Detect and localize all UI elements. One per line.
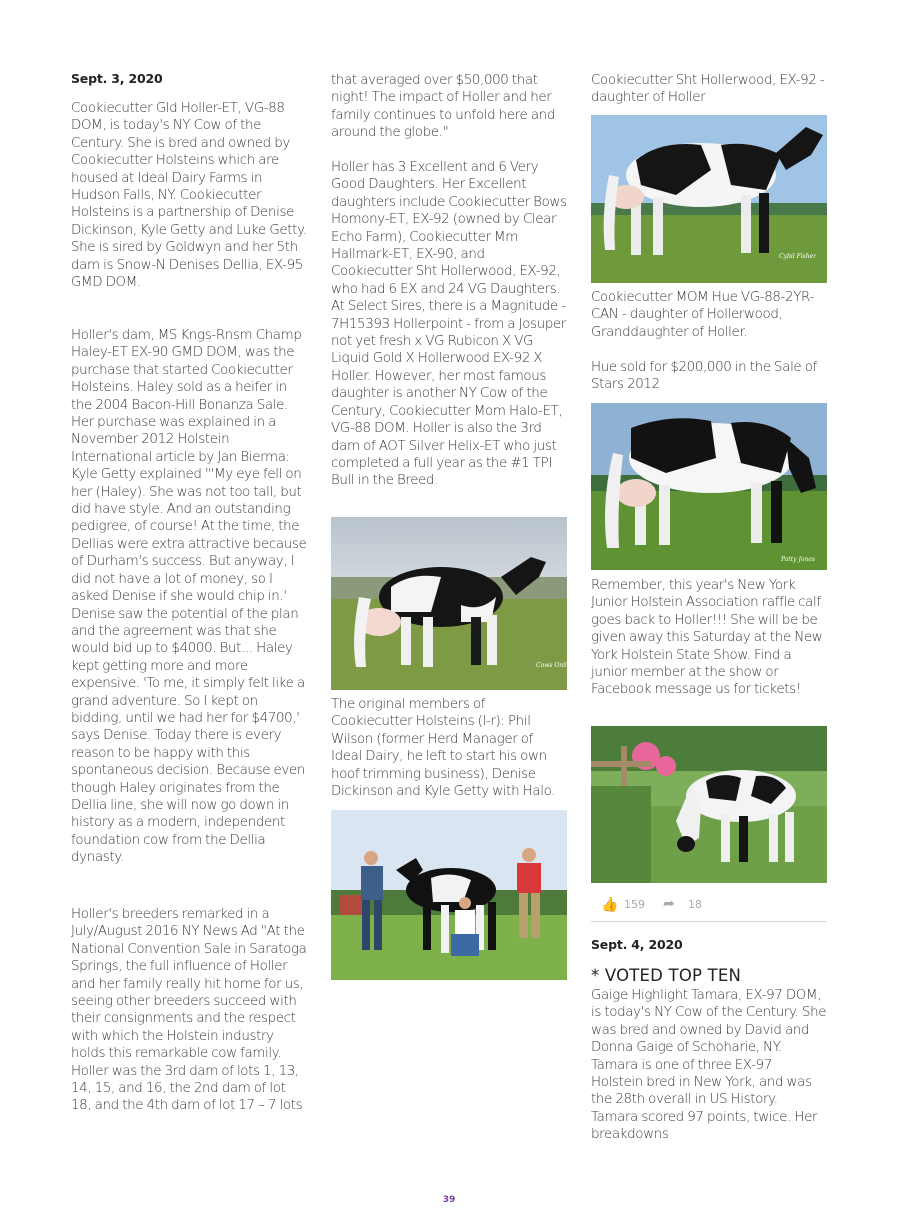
raffle-calf-photo xyxy=(591,726,827,883)
cookiecutter-owners-photo xyxy=(331,810,567,980)
post-date: Sept. 4, 2020 xyxy=(591,937,683,952)
hollerwood-cow-photo xyxy=(591,115,827,283)
hue-cow-photo xyxy=(591,403,827,570)
photo-signature: Cows Online xyxy=(536,662,575,669)
post-engagement-bar xyxy=(591,894,827,916)
halo-cow-photo xyxy=(331,517,575,690)
photo-caption-hue: Cookiecutter MOM Hue VG-88-2YR-CAN - daughter of Hollerwood, Granddaughter of Holler. xyxy=(591,290,814,340)
likes-count: 159 xyxy=(624,898,645,911)
paragraph-tamara: Gaige Highlight Tamara, EX-97 DOM, is today's NY Cow of the Century. She was bred and owned by David and Donna Gaige of Schoharie, NY. Tamara is one of three EX-97 Holstein bred in New York, and was the 28th overall in US History. Tamara scored 97 points, twice. Her breakdowns xyxy=(591,988,827,1143)
divider xyxy=(591,921,827,922)
paragraph-intro: Cookiecutter Gld Holler-ET, VG-88 DOM, is today's NY Cow of the Century. She is bred and owned by Cookiecutter Holsteins which are housed at Ideal Dairy Farms in Hudson Falls, NY. Cookiecutter Holsteins is a partnership of Denise Dickinson, Kyle Getty and Luke Getty. She is sired by Goldwyn and her 5th dam is Snow-N Denises Dellia, EX-95 GMD DOM. xyxy=(71,101,307,291)
thumbs-up-icon[interactable]: 👍 xyxy=(601,897,619,913)
page-number: 39 xyxy=(442,1195,456,1205)
photo-caption-members: The original members of Cookiecutter Holsteins (l-r): Phil Wilson (former Herd Manager of Ideal Dairy, he left to start his own hoof trimming business), Denise Dickinson and Kyle Getty with Halo. xyxy=(331,697,556,800)
voted-top-ten-heading: * VOTED TOP TEN xyxy=(591,966,742,985)
photo-caption-hollerwood: Cookiecutter Sht Hollerwood, EX-92 - daughter of Holler xyxy=(591,73,825,106)
paragraph-haley: Holler's dam, MS Kngs-Rnsm Champ Haley-ET EX-90 GMD DOM, was the purchase that started Cookiecutter Holsteins. Haley sold as a heifer in the 2004 Bacon-Hill Bonanza Sale. Her purchase was explained in a November 2012 Holstein International article by Jan Bierma: Kyle Getty explained "'My eye fell on her (Haley). She was not too tall, but did have style. And an outstanding pedigree, of course! At the time, the Dellias were extra attractive because of Durham's success. But anyway, I did not have a lot of money, so I asked Denise if she would chip in.' Denise saw the potential of the plan and the agreement was that she would bid up to $4000. But... Haley kept getting more and more expensive. 'To me, it simply felt like a grand adventure. So I kept on bidding, until we had her for $4700,' says Denise. Today there is every reason to be happy with this spontaneous decision. Because even though Haley originates from the Dellia line, she will now go down in history as a modern, independent foundation cow from the Dellia dynasty. xyxy=(71,328,307,866)
photo-signature: Patty Jones xyxy=(781,556,815,563)
paragraph-daughters: Holler has 3 Excellent and 6 Very Good Daughters. Her Excellent daughters include Cookiecutter Bows Homony-ET, EX-92 (owned by Clear Echo Farm), Cookiecutter Mm Hallmark-ET, EX-90, and Cookiecutter Sht Hollerwood, EX-92, who had 6 EX and 24 VG Daughters. At Select Sires, there is a Magnitude - 7H15393 Hollerpoint - from a Josuper not yet fresh x VG Rubicon X VG Liquid Gold X Hollerwood EX-92 X Holler. However, her most famous daughter is another NY Cow of the Century, Cookiecutter Mom Halo-ET, VG-88 DOM. Holler is also the 3rd dam of AOT Silver Helix-ET who just completed a full year as the #1 TPI Bull in the Breed. xyxy=(331,160,567,489)
photo-signature: Cybil Fisher xyxy=(779,253,817,260)
paragraph-raffle: Remember, this year's New York Junior Holstein Association raffle calf goes back to Holler!!! She will be be given away this Saturday at the New York Holstein State Show. Find a junior member at the show or Facebook message us for tickets! xyxy=(591,578,823,698)
photo-caption-hue-sale: Hue sold for $200,000 in the Sale of Stars 2012 xyxy=(591,360,817,393)
paragraph-continued: that averaged over $50,000 that night! The impact of Holler and her family continues to unfold here and around the globe." xyxy=(331,73,555,141)
paragraph-breeders: Holler's breeders remarked in a July/August 2016 NY News Ad "At the National Convention Sale in Saratoga Springs, the full influence of Holler and her family really hit home for us, seeing other breeders succeed with their consignments and the respect with which the Holstein industry holds this remarkable cow family. Holler was the 3rd dam of lots 1, 13, 14, 15, and 16, the 2nd dam of lot 18, and the 4th dam of lot 17 – 7 lots xyxy=(71,907,307,1114)
share-arrow-icon[interactable]: ➦ xyxy=(663,896,675,912)
shares-count: 18 xyxy=(688,898,702,911)
post-date: Sept. 3, 2020 xyxy=(71,71,163,86)
